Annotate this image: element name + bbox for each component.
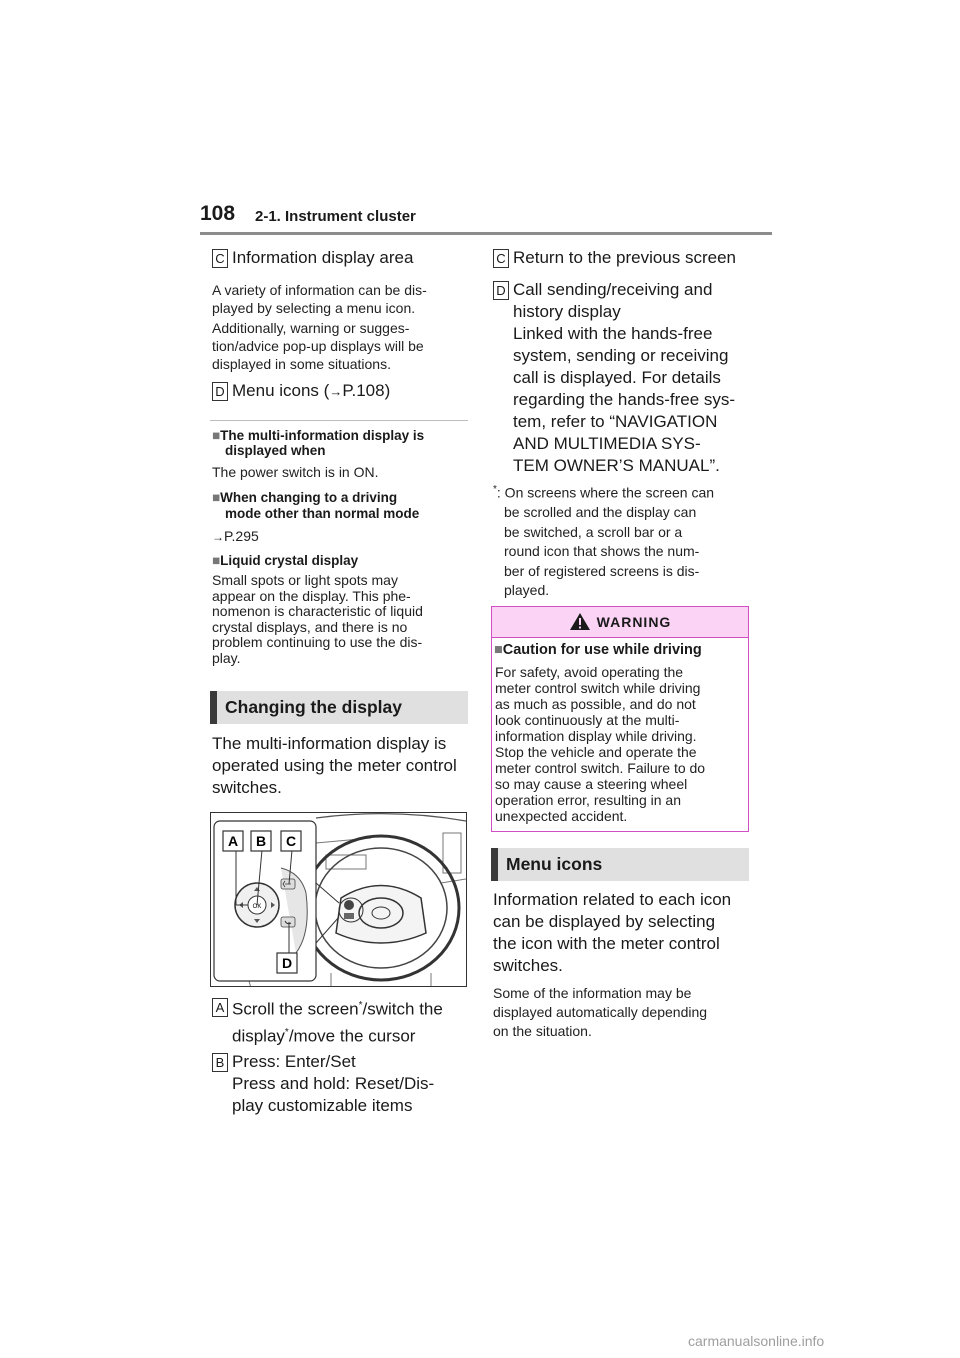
item-a-text: display xyxy=(232,1026,285,1046)
item-c-desc-line: displayed in some situations. xyxy=(212,356,391,372)
warning-line: operation error, resulting in an xyxy=(495,792,681,808)
page-ref-link[interactable]: P.295 xyxy=(224,528,259,544)
footnote xyxy=(493,480,714,601)
item-b-line: play customizable items xyxy=(232,1096,413,1115)
note-body-line: play. xyxy=(212,649,241,666)
item-d-line: AND MULTIMEDIA SYS- xyxy=(513,434,701,453)
menu-intro-line: Information related to each icon xyxy=(493,890,732,909)
item-d-line: TEM OWNER’S MANUAL”. xyxy=(513,456,720,475)
note-title-line: The multi-information display is xyxy=(220,428,425,443)
warning-line: as much as possible, and do not xyxy=(495,696,696,712)
footnote-line: played. xyxy=(504,582,550,599)
item-d-text xyxy=(513,279,735,477)
steering-wheel-illustration xyxy=(211,813,467,987)
warning-box xyxy=(491,606,749,832)
square-bullet-icon: ■ xyxy=(212,553,221,568)
item-d-line: Linked with the hands-free xyxy=(513,324,713,343)
watermark: carmanualsonline.info xyxy=(688,1333,825,1349)
item-b-text xyxy=(232,1051,434,1117)
warning-line: look continuously at the multi- xyxy=(495,712,680,728)
warning-title xyxy=(494,643,702,658)
intro-paragraph xyxy=(212,733,457,799)
intro-line: The multi-information display is xyxy=(212,734,447,753)
note-title-line: displayed when xyxy=(225,443,326,458)
warning-header xyxy=(492,607,748,637)
figure-label-c: C xyxy=(285,833,297,849)
warning-line: For safety, avoid operating the xyxy=(495,664,684,680)
footnote-line: ber of registered screens is dis- xyxy=(504,562,700,579)
menu-intro-line: switches. xyxy=(493,956,563,975)
callout-box-b: B xyxy=(212,1053,228,1072)
item-a-line xyxy=(232,1022,415,1048)
item-c-desc-line: tion/advice pop-up displays will be xyxy=(212,338,424,354)
item-a-text: /switch the xyxy=(362,999,443,1019)
note-heading xyxy=(212,490,397,505)
note-title-line: When changing to a driving xyxy=(220,490,398,505)
intro-line: switches. xyxy=(212,778,282,797)
item-c-desc-line: played by selecting a menu icon. xyxy=(212,300,416,316)
square-bullet-icon: ■ xyxy=(212,490,221,505)
warning-line: so may cause a steering wheel xyxy=(495,776,688,792)
warning-label: WARNING xyxy=(596,614,672,630)
menu-note-line: displayed automatically depending xyxy=(493,1004,708,1020)
warning-line: meter control switch while driving xyxy=(495,680,701,696)
asterisk: * xyxy=(284,1027,289,1038)
note-body: The power switch is in ON. xyxy=(212,464,379,480)
note-body-line: nomenon is characteristic of liquid xyxy=(212,603,423,620)
note-title-line: mode other than normal mode xyxy=(225,506,420,521)
footnote-line: round icon that shows the num- xyxy=(504,543,700,560)
note-ref xyxy=(212,527,259,546)
callout-box-d: D xyxy=(493,281,509,300)
warning-line: Stop the vehicle and operate the xyxy=(495,744,697,760)
warning-line: information display while driving. xyxy=(495,728,697,744)
warning-body xyxy=(495,664,705,824)
meter-control-switch-figure xyxy=(210,812,467,987)
footnote-text: : On screens where the screen can xyxy=(496,484,715,501)
page-number: 108 xyxy=(200,202,236,225)
item-d-line: history display xyxy=(513,302,621,321)
figure-label-d: D xyxy=(281,955,293,971)
item-d-label xyxy=(232,380,390,403)
menu-note-line: on the situation. xyxy=(493,1023,592,1039)
footnote-line: be switched, a scroll bar or a xyxy=(504,523,683,540)
note-heading xyxy=(212,553,358,568)
menu-note-line: Some of the information may be xyxy=(493,985,692,1001)
intro-line: operated using the meter control xyxy=(212,756,457,775)
note-body xyxy=(212,573,423,667)
item-d-line: call is displayed. For details xyxy=(513,368,721,387)
warning-triangle-icon xyxy=(569,612,591,631)
note-body-line: Small spots or light spots may xyxy=(212,572,398,588)
callout-box-c: C xyxy=(493,249,509,268)
asterisk: * xyxy=(493,484,497,495)
item-d-text: Menu icons ( xyxy=(232,381,330,400)
figure-label-b: B xyxy=(255,833,267,849)
figure-label-a: A xyxy=(227,833,239,849)
divider xyxy=(210,420,468,421)
item-c-desc-line: A variety of information can be dis- xyxy=(212,282,427,298)
warning-line: meter control switch. Failure to do xyxy=(495,760,706,776)
note-title: Liquid crystal display xyxy=(220,553,359,568)
note-body-line: crystal displays, and there is no xyxy=(212,618,408,635)
note-body-line: appear on the display. This phe- xyxy=(212,587,411,604)
item-a-line xyxy=(232,995,443,1021)
item-b-line: Press and hold: Reset/Dis- xyxy=(232,1074,435,1093)
callout-box-a: A xyxy=(212,998,228,1017)
menu-intro-line: can be displayed by selecting xyxy=(493,912,716,931)
footnote-line: be scrolled and the display can xyxy=(504,504,697,521)
menu-intro-line: the icon with the meter control xyxy=(493,934,720,953)
item-d-line: system, sending or receiving xyxy=(513,346,729,365)
item-c-desc-line: Additionally, warning or sugges- xyxy=(212,320,410,336)
item-c-label: Return to the previous screen xyxy=(513,248,737,267)
note-heading xyxy=(212,428,424,443)
warning-title-text: Caution for use while driving xyxy=(502,642,702,658)
arrow-icon: → xyxy=(212,530,224,544)
section-title: 2-1. Instrument cluster xyxy=(255,208,416,225)
asterisk: * xyxy=(358,1000,363,1011)
ok-button-label: OK xyxy=(252,904,262,910)
warning-line: unexpected accident. xyxy=(495,808,628,824)
note-body-line: problem continuing to use the dis- xyxy=(212,634,423,651)
square-bullet-icon: ■ xyxy=(212,428,221,443)
item-a-text: /move the cursor xyxy=(288,1026,416,1046)
item-a-text: Scroll the screen xyxy=(232,999,359,1019)
section-heading-menu-icons: Menu icons xyxy=(491,848,749,881)
section-heading-changing-display: Changing the display xyxy=(210,691,468,724)
item-b-line: Press: Enter/Set xyxy=(232,1052,356,1071)
item-d-line: tem, refer to “NAVIGATION xyxy=(513,412,718,431)
callout-box-c: C xyxy=(212,249,228,268)
callout-box-d: D xyxy=(212,382,228,401)
footnote-line xyxy=(493,480,714,503)
warning-rule xyxy=(492,637,748,638)
item-d-line: regarding the hands-free sys- xyxy=(513,390,736,409)
header-rule xyxy=(200,232,772,235)
item-d-line: Call sending/receiving and xyxy=(513,280,713,299)
page-ref-link[interactable]: P.108) xyxy=(342,381,391,400)
item-c-label: Information display area xyxy=(232,248,414,267)
arrow-icon: → xyxy=(329,384,343,399)
menu-note xyxy=(493,984,707,1041)
square-bullet-icon: ■ xyxy=(494,642,503,658)
menu-intro xyxy=(493,889,731,977)
